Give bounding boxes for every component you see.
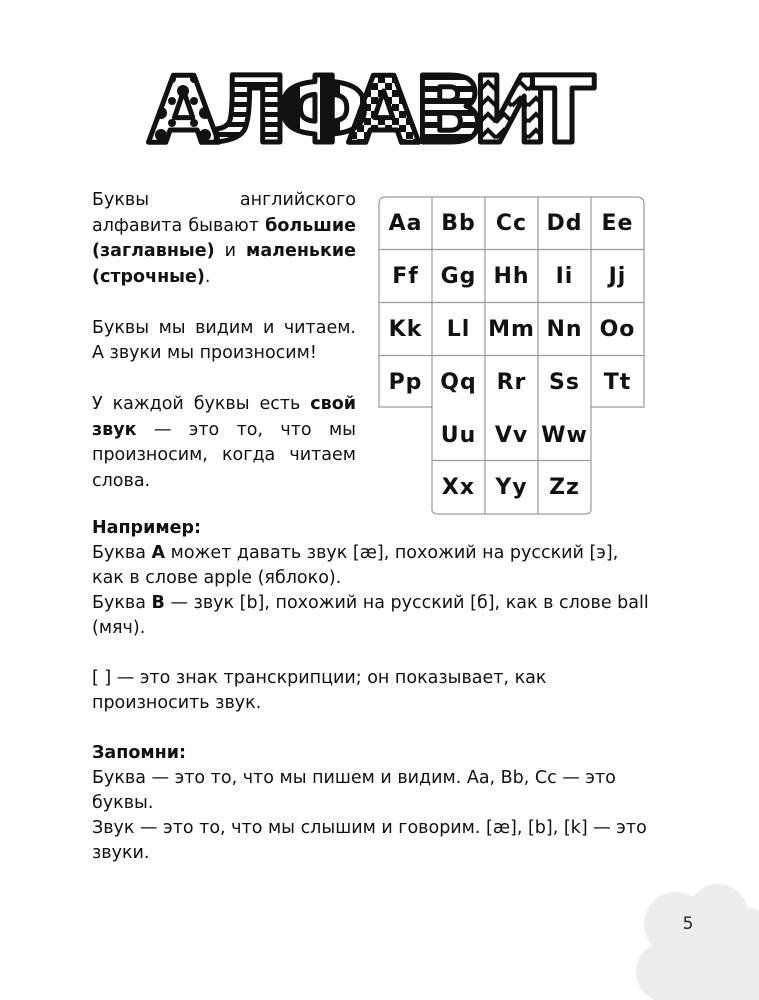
alphabet-cell: Rr [496,370,527,395]
alphabet-cell: Xx [441,475,476,500]
alphabet-cell: Ww [541,423,588,448]
alphabet-cell: Aa [388,211,423,236]
transcription-note: [ ] — это знак транскрипции; он показывает, как произносить звук. [92,668,547,713]
remember-heading: Запомни: [92,743,187,763]
explanation-text [92,516,652,866]
alphabet-cell: Gg [440,264,477,289]
title-letter: А [348,62,420,164]
alphabet-cell: Qq [440,370,477,395]
alphabet-cell: Nn [546,317,583,342]
page-title [0,62,759,172]
alphabet-cell: Bb [441,211,476,236]
remember-line-1: Буква — это то, что мы пишем и видим. Aa, Bb, Cc — это буквы. [92,768,616,813]
alphabet-cell: Vv [494,423,529,448]
example-line-a: Буква A может давать звук [æ], похожий на русский [э], как в слове apple (яблоко). [92,543,619,588]
intro-paragraph-1: Буквы английского алфавита бывают большие (заглавные) и маленькие (строчные). [92,190,356,287]
alphabet-cell: Cc [495,211,528,236]
intro-text [92,188,356,494]
alphabet-cell: Ss [549,370,580,395]
alphabet-cell: Uu [440,423,477,448]
alphabet-cell: Oo [599,317,636,342]
title-letter: И [472,62,549,164]
alphabet-cell: Yy [495,475,528,500]
title-letter: Ф [278,62,370,164]
alphabet-cell: Zz [549,475,580,500]
intro-paragraph-2: Буквы мы видим и читаем. А звуки мы произносим! [92,317,356,363]
alphabet-cell: Tt [603,370,632,395]
title-letter: Л [212,62,289,164]
example-line-b: Буква B — звук [b], похожий на русский [б], как в слове ball (мяч). [92,593,649,638]
alphabet-cell: Ii [555,264,574,289]
cloud-decoration [636,884,759,1000]
title-letter: Т [532,62,595,164]
title-letter: А [148,62,220,164]
intro-paragraph-3: У каждой буквы есть свой звук — это то, что мы произносим, когда читаем слова. [92,394,356,491]
alphabet-cell: Ff [392,264,419,289]
alphabet-cell: Kk [388,317,423,342]
alphabet-cell: Mm [488,317,535,342]
title-letter: В [414,62,485,164]
alphabet-cell: Hh [493,264,530,289]
remember-line-2: Звук — это то, что мы слышим и говорим. [æ], [b], [k] — это звуки. [92,818,647,863]
alphabet-grid [378,196,646,516]
alphabet-cell: Pp [388,370,423,395]
alphabet-cell: Ll [446,317,471,342]
page-number: 5 [682,914,694,934]
title-text [148,62,595,164]
alphabet-cell: Dd [546,211,583,236]
alphabet-cell: Ee [601,211,634,236]
alphabet-cell: Jj [608,264,627,289]
example-heading: Например: [92,518,202,538]
